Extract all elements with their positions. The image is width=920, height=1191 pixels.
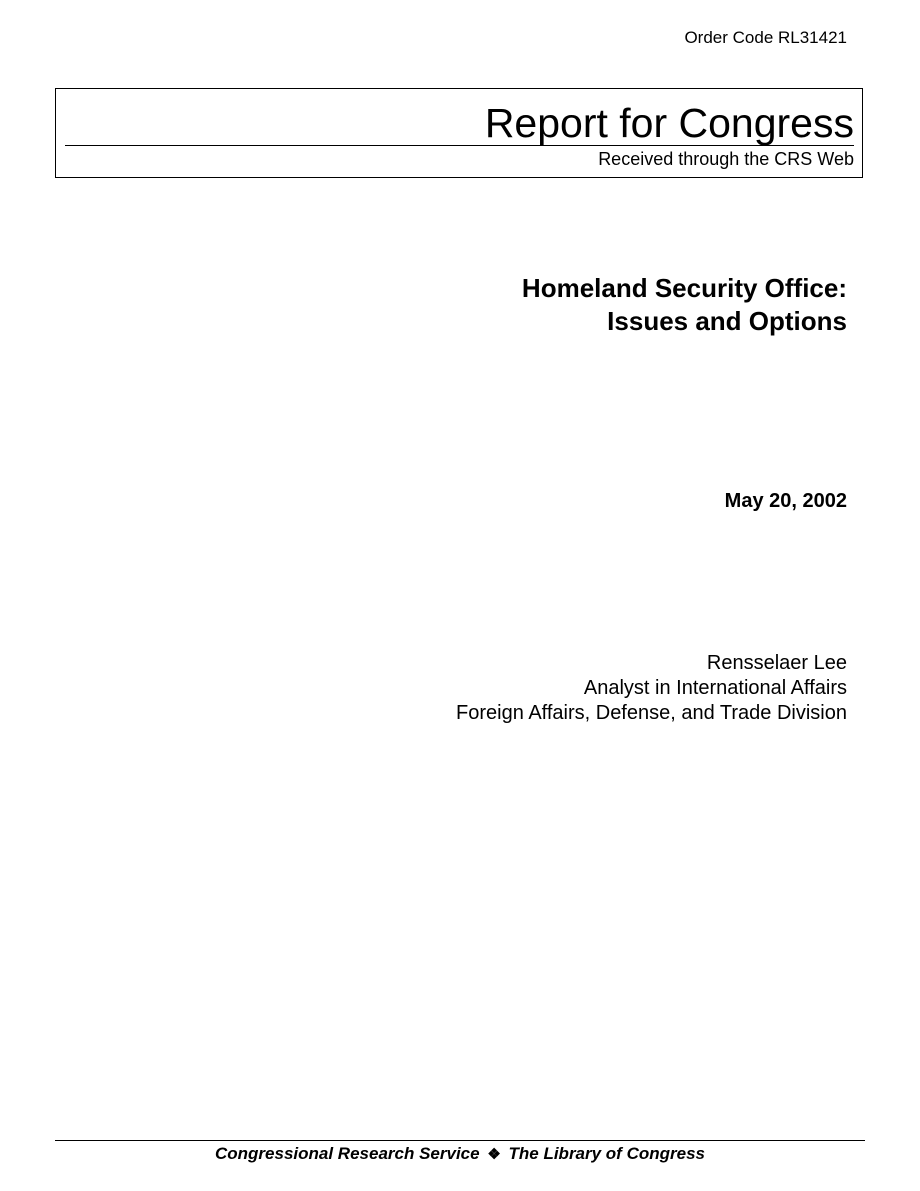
author-division: Foreign Affairs, Defense, and Trade Division (456, 702, 847, 724)
footer-divider (55, 1140, 865, 1141)
author-block (456, 651, 847, 726)
author-name: Rensselaer Lee (706, 652, 847, 674)
footer (0, 1143, 920, 1165)
banner-divider (65, 145, 854, 146)
report-title (522, 272, 847, 338)
banner-subtitle: Received through the CRS Web (598, 149, 854, 169)
footer-library: The Library of Congress (508, 1144, 705, 1163)
diamond-separator-icon: ❖ (487, 1146, 501, 1163)
author-position: Analyst in International Affairs (583, 677, 847, 699)
report-title-line-2: Issues and Options (607, 306, 847, 336)
order-code: Order Code RL31421 (684, 28, 847, 47)
footer-crs: Congressional Research Service (215, 1144, 480, 1163)
report-date: May 20, 2002 (724, 490, 847, 512)
report-banner (55, 88, 863, 178)
report-title-line-1: Homeland Security Office: (521, 273, 847, 303)
banner-title: Report for Congress (484, 100, 854, 146)
